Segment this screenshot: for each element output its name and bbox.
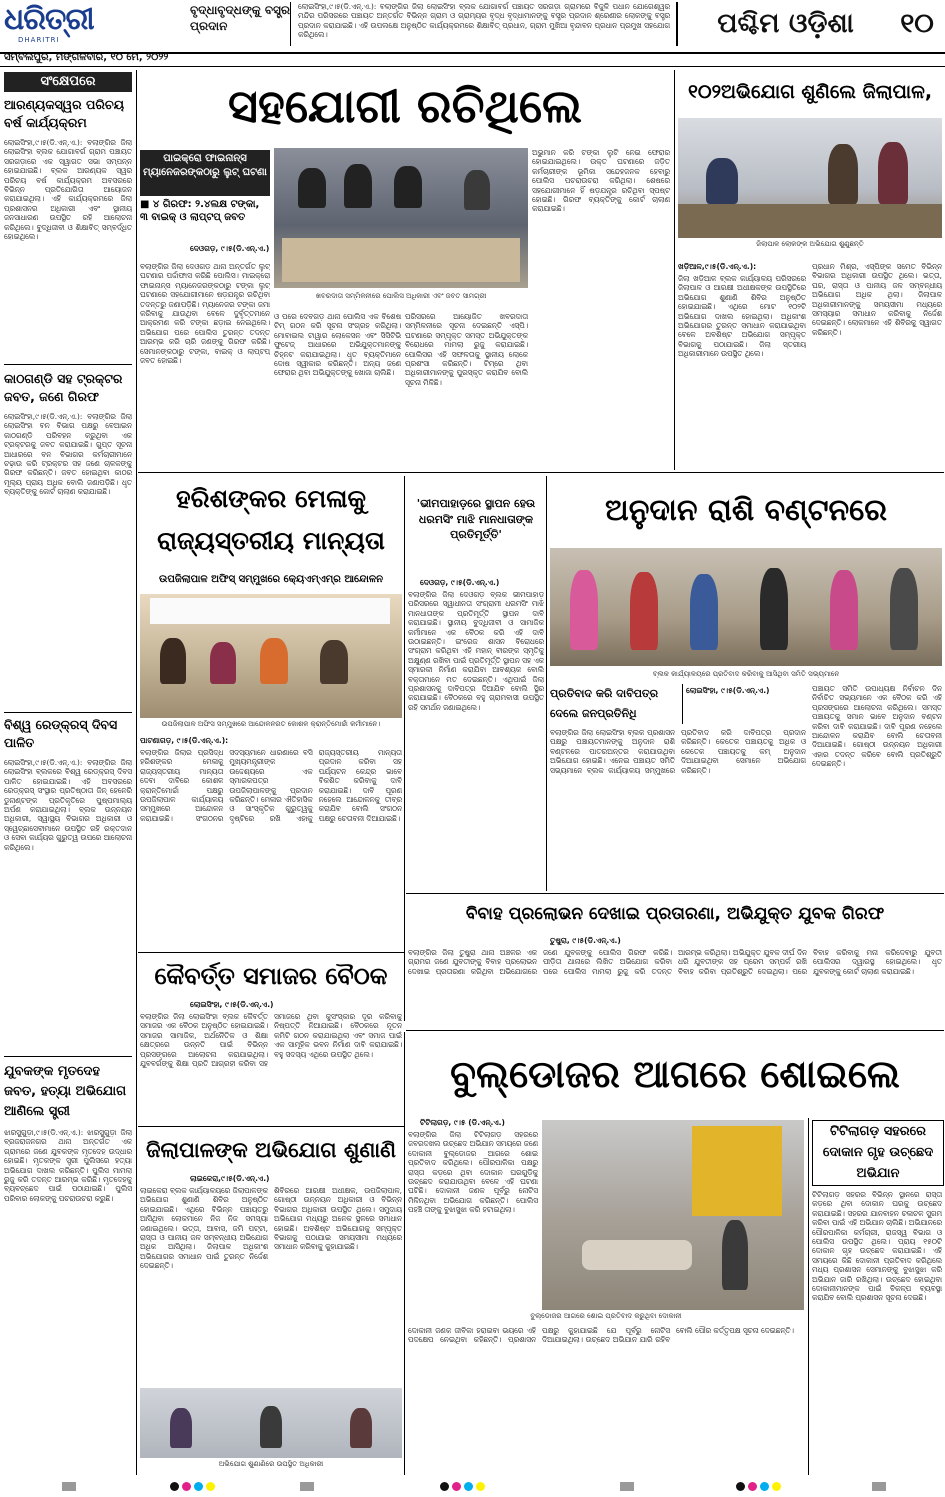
anudan-byline: ଲୋଇସିଂହା, ୯।୫(ଡି.ଏନ୍.ଏ.)	[686, 686, 770, 695]
person-icon	[350, 1408, 372, 1448]
registration-mark	[872, 1482, 886, 1491]
person-icon	[320, 640, 348, 684]
lead-photo-caption: ଖବରଦାତା ସମ୍ମିଳନୀରେ ପୋଲିସ ଅଧିକାରୀ ଏବଂ ଜବତ ସାମଗ୍ରୀ	[315, 292, 487, 300]
lead-body-col1: ବଲାଙ୍ଗିର ଜିଲା ଦେଓଗଡ଼ ଥାନା ଅନ୍ତର୍ଗତ ଲୁଟ୍ ଘଟଣାର ପର୍ଦ୍ଦାଫାସ କରିଛି ପୋଲିସ। ମାଇକ୍ରୋ ଫାଇନାନ୍ସ ମ୍ୟାନେଜରଙ୍କଠାରୁ ଟଙ୍କା ଲୁଟ୍ ଘଟଣାରେ ସହଯୋଗୀମାନେ ଷଡ଼ଯନ୍ତ୍ର ରଚିଥିବା ତଦନ୍ତରୁ ଜଣାପଡ଼ିଛି। ମ୍ୟାନେଜର ଟଙ୍କା ଜମା କରିବାକୁ ଯାଉଥିବା ବେଳେ ଦୁର୍ବୃତ୍ତମାନେ ଆକ୍ରମଣ କରି ଟଙ୍କା ଛଡ଼ାଇ ନେଇଥିଲେ। ଅଭିଯୋଗ ପରେ ପୋଲିସ ତୁରନ୍ତ ତଦନ୍ତ ଆରମ୍ଭ କରି ଚାରି ଜଣଙ୍କୁ ଗିରଫ କରିଛି। ସେମାନଙ୍କଠାରୁ ଟଙ୍କା, ବାଇକ୍ ଓ ଲାପ୍‌ଟପ୍ ଜବତ ହୋଇଛି।	[140, 262, 270, 366]
desk-icon	[678, 204, 942, 238]
person-icon	[760, 568, 788, 650]
brief-divider	[4, 364, 132, 365]
person-icon	[210, 642, 236, 684]
lead-headline: ସହଯୋଗୀ ରଚିଥିଲେ	[228, 79, 582, 133]
jilapal-caption: ଅଭିଯୋଗ ଶୁଣାଣିରେ ଉପସ୍ଥିତ ଅଧିକାରୀ	[218, 1460, 324, 1468]
person-icon	[570, 570, 598, 650]
registration-dot	[464, 1482, 473, 1491]
bulldozer-caption: ବୁଲ୍‌ଡୋଜର ଆଗରେ ଶୋଇ ପ୍ରତିବାଦ କରୁଥିବା ଦୋକାନୀ	[530, 1312, 682, 1320]
person-icon	[260, 638, 288, 684]
lead-body-col3: ପରିସରରେ ଆୟୋଜିତ ଖବରଦାତା ସମ୍ମିଳନୀରେ ସୂଚନା ଦେଇଛନ୍ତି ଏସ୍‌ପି। ଘଟଣାରେ ସମ୍ପୃକ୍ତ ସମସ୍ତ ଅଭିଯୁକ୍ତଙ୍କ ବିରୋଧରେ ମାମଲା ରୁଜୁ କରାଯାଇଛି। ପୋଲିସର ଏହି ସଫଳତାକୁ ସ୍ଥାନୀୟ ଲୋକେ ପ୍ରଶଂସା କରିଛନ୍ତି। ଟିମ୍‌ରେ ଥିବା ଅଧିକାରୀମାନଙ୍କୁ ପୁରସ୍କୃତ କରାଯିବ ବୋଲି ସୂଚନା ମିଳିଛି।	[405, 312, 528, 387]
kaibarta-headline: କୈବର୍ତ୍ତ ସମାଜର ବୈଠକ	[154, 962, 388, 990]
harishankar-caption: ଉପଜିଲାପାଳ ଅଫିସ ସମ୍ମୁଖରେ ଆନ୍ଦୋଳନରତ କୋଶଳ କ୍ରାନ୍ତିମୋର୍ଚ୍ଚା କର୍ମୀମାନେ।	[161, 720, 381, 728]
brief2-title: କାଠଗଣ୍ଡି ସହ ଟ୍ରକ୍ଟର ଜବତ, ଜଣେ ଗିରଫ	[4, 371, 123, 404]
bulldozer-body-col1: ବଲାଙ୍ଗିର ଜିଲା ଟିଟିଲାଗଡ଼ ସହରରେ ଜବରଦଖଲ ଉଚ୍ଛେଦ ଅଭିଯାନ ସମୟରେ ଜଣେ ଦୋକାନୀ ବୁଲ୍‌ଡୋଜର ଆଗରେ ଶୋଇ ପ୍ରତିବାଦ କରିଥିଲେ। ପୌରପାଳିକା ପକ୍ଷରୁ ରାସ୍ତା କଡ଼ରେ ଥିବା ଦୋକାନ ଘରଗୁଡ଼ିକୁ ଉଚ୍ଛେଦ କରାଯାଉଥିବା ବେଳେ ଏହି ଘଟଣା ଘଟିଛି। ଦୋକାନୀ ଜଣକ ପୂର୍ବରୁ ନୋଟିସ ମିଳିନଥିବା ଅଭିଯୋଗ କରିଛନ୍ତି। ପୋଲିସ ପହଞ୍ଚି ତାଙ୍କୁ ବୁଝାସୁଝା କରି ହଟାଇଥିଲା।	[408, 1130, 538, 1215]
registration-dot	[182, 1482, 191, 1491]
brief3-title: ବିଶ୍ୱ ରେଡ୍‌କ୍ରସ୍ ଦିବସ ପାଳିତ	[4, 717, 118, 750]
registration-dot	[194, 1482, 203, 1491]
brief1-title: ଆରଣ୍ୟକସ୍ୱର ପରିଚୟ ବର୍ଷ କାର୍ଯ୍ୟକ୍ରମ	[4, 97, 125, 130]
registration-mark	[62, 1482, 76, 1491]
registration-dot	[760, 1482, 769, 1491]
registration-dot	[772, 1482, 781, 1491]
section-rule	[138, 952, 404, 953]
section-rule	[406, 1030, 944, 1031]
harishankar-byline: ପାଟଣାଗଡ଼, ୯।୫(ଡି.ଏନ୍.ଏ.):	[140, 736, 229, 745]
person-icon	[394, 166, 422, 208]
section-rule	[138, 1126, 404, 1127]
brief1-body: ଲୋଇସିଂହା,୯।୫(ଡି.ଏନ୍.ଏ.): ବଲାଙ୍ଗିର ଜିଲା ଲୋଇସିଂହା ବ୍ଲକ ଯୋଗାବର୍ଗ ଗ୍ରାମ ପଞ୍ଚାୟତ ସରଗଡ଼ାରେ ଏକ ସ୍ୱାଗତ ସଭା ସମ୍ପନ୍ନ ହୋଇଯାଇଛି। ବ୍ଲକ ଆରଣ୍ୟକ ସ୍ୱର ପରିଚୟ ବର୍ଷ କାର୍ଯ୍ୟକ୍ରମ ଅବସରରେ ବିଭିନ୍ନ ପ୍ରତିଯୋଗିତା ଆୟୋଜନ କରାଯାଇଥିଲା। ଏହି କାର୍ଯ୍ୟକ୍ରମରେ ଜିଲା ପ୍ରଶାସନର ଅଧିକାରୀ ଏବଂ ସ୍ଥାନୀୟ ଜନସାଧାରଣ ଉପସ୍ଥିତ ରହି ଆଲୋଚନା କରିଥିଲେ। ବୁଦ୍ଧିଜୀବୀ ଓ ଶିକ୍ଷାବିତ୍ ସମ୍ବର୍ଦ୍ଧିତ ହୋଇଥିଲେ।	[4, 138, 132, 242]
anudan-caption: ବ୍ଲକ କାର୍ଯ୍ୟାଳୟରେ ପ୍ରତିବାଦ କରିବାକୁ ଆସିଥିବା ସମିତି ସଭ୍ୟମାନେ	[652, 670, 840, 678]
person-icon	[878, 142, 908, 204]
teaser-body: ଲୋଇସିଂହା,୯।୫(ଡି.ଏନ୍.ଏ.): ବଲାଙ୍ଗିର ଜିଲା ଲୋଇସିଂହା ବ୍ଲକ ଯୋଗାବର୍ଗ ପଞ୍ଚାୟତ ସରଗଡ଼ା ଗ୍ରାମରେ ବିଜୁଳି ପଧାନ ଯୋଗେଶ୍ୱର ମନ୍ଦିର ପରିସରରେ ପଞ୍ଚାୟତ ଅନ୍ତର୍ଗତ ବିଭିନ୍ନ ଗ୍ରାମ ଓ ଗ୍ରାମ୍ୟର ବୃଦ୍ଧ ବୃଦ୍ଧାମାନଙ୍କୁ ବସ୍ତ୍ର ପ୍ରଦାନ ଶ୍ରେଣୀର ଲୋକଙ୍କୁ ବସ୍ତ୍ର ପ୍ରଦାନ କରାଯାଇଛି। ଏହି ଉପଲକ୍ଷେ ଅନୁଷ୍ଠିତ କାର୍ଯ୍ୟକ୍ରମରେ ଶିକ୍ଷାବିତ୍ ପ୍ରଧାନ, ଗ୍ରାମ ମୁଖିଆ ବୃନ୍ଦାବନ ପ୍ରଧାନ ପ୍ରମୁଖ ସହଯୋଗ କରିଥିଲେ।	[298, 2, 670, 40]
brief-divider	[4, 1056, 132, 1057]
brief4-body: ଝାରସୁଗୁଡ଼ା,୯।୫(ଡି.ଏନ୍.ଏ.): ଝାରସୁଗୁଡ଼ା ଜିଲା ବ୍ରଜରାଜନଗର ଥାନା ଅନ୍ତର୍ଗତ ଏକ ଗ୍ରାମରେ ଜଣେ ଯୁବକଙ୍କ ମୃତଦେହ ଉଦ୍ଧାର ହୋଇଛି। ମୃତକଙ୍କ ସ୍ତ୍ରୀ ପୁଲିସରେ ହତ୍ୟା ଅଭିଯୋଗ ଦାଖଲ କରିଛନ୍ତି। ପୁଲିସ ମାମଲା ରୁଜୁ କରି ତଦନ୍ତ ଆରମ୍ଭ କରିଛି। ମୃତଦେହକୁ ବ୍ୟବଚ୍ଛେଦ ପାଇଁ ପଠାଯାଇଛି। ପୁଲିସ ପରିବାର ଲୋକଙ୍କୁ ପଚରାଉଚରା କରୁଛି।	[4, 1128, 132, 1203]
anudan-body-col2: ପଞ୍ଚାୟତ ସମିତି ଉପାଧ୍ୟକ୍ଷ ନିର୍ବାଚନ ଦିନ ନିର୍ବାଚିତ ସଭ୍ୟମାନେ ଏକ ବୈଠକ କରି ଏହି ପ୍ରସଙ୍ଗରେ ଆଲୋଚନା କରିଥିଲେ। ସମସ୍ତ ପଞ୍ଚାୟତକୁ ସମାନ ଭାବେ ଅନୁଦାନ ବଣ୍ଟନ କରିବା ଦାବି କରାଯାଇଛି। ଦାବି ପୂରଣ ନହେଲେ ଆନ୍ଦୋଳନ କରାଯିବ ବୋଲି ଚେତାବନୀ ଦିଆଯାଇଛି। ଗୋଷ୍ଠୀ ଉନ୍ନୟନ ଅଧିକାରୀ ଏହାର ତଦନ୍ତ କରିବେ ବୋଲି ପ୍ରତିଶ୍ରୁତି ଦେଇଛନ୍ତି।	[812, 684, 942, 769]
column-rule	[404, 476, 405, 1021]
banner-icon	[150, 598, 390, 624]
bulldozer-byline: ଟିଟିଲାଗଡ଼, ୯।୫ (ଡି.ଏନ୍.ଏ.)	[420, 1118, 505, 1127]
lead-byline: ଦେଓଗଡ଼, ୯।୫(ଡି.ଏନ୍.ଏ.)	[190, 244, 270, 253]
column-rule	[404, 1032, 405, 1475]
teaser-title: ବୃଦ୍ଧାବୃଦ୍ଧଙ୍କୁ ବସ୍ତ୍ର ପ୍ରଦାନ	[190, 2, 291, 46]
lead-body-col2: ଓ ପରେ ଦେବଗଡ଼ ଥାନା ପୋଲିସ ଏକ ବିଶେଷ ଟିମ୍ ଗଠନ କରି ସୂଚନା ସଂଗ୍ରହ କରିଥିଲା। ମୋବାଇଲ ଟାୱାର ଲୋକେସନ ଏବଂ ସିସିଟିଭି ଫୁଟେଜ୍ ଆଧାରରେ ଅଭିଯୁକ୍ତମାନଙ୍କୁ ଚିହ୍ନଟ କରାଯାଇଥିଲା। ଧୃତ ବ୍ୟକ୍ତିମାନେ ଦୋଷ ସ୍ୱୀକାର କରିଛନ୍ତି। ଅନ୍ୟ ଜଣେ ଫେରାର ଥିବା ଅଭିଯୁକ୍ତଙ୍କୁ ଖୋଜା ଚାଲିଛି।	[274, 312, 401, 378]
jilapal-headline: ଜିଲାପାଳଙ୍କ ଅଭିଯୋଗ ଶୁଣାଣି	[145, 1138, 396, 1162]
jilapal-body-col1: ଲାଇକେରା ବ୍ଲକ କାର୍ଯ୍ୟାଳୟରେ ଜିଲାପାଳଙ୍କ ଅଭିଯୋଗ ଶୁଣାଣି ଶିବିର ଅନୁଷ୍ଠିତ ହୋଇଯାଇଛି। ଏଥିରେ ବିଭିନ୍ନ ପଞ୍ଚାୟତରୁ ଆସିଥିବା ଲୋକମାନେ ନିଜ ନିଜ ସମସ୍ୟା ଜଣାଇଥିଲେ। ଭତ୍ତା, ଆବାସ, ଜମି ପଟ୍ଟା, ରାସ୍ତା ଓ ପାନୀୟ ଜଳ ସମ୍ବନ୍ଧୀୟ ଅଭିଯୋଗ ଅଧିକ ଆସିଥିଲା। ଜିଲାପାଳ ଅଧିକାଂଶ ଅଭିଯୋଗର ସମାଧାନ ପାଇଁ ତୁରନ୍ତ ନିର୍ଦ୍ଦେଶ ଦେଇଛନ୍ତି।	[140, 1186, 268, 1271]
registration-dot	[170, 1482, 179, 1491]
brief4-title: ଯୁବକଙ୍କ ମୃତଦେହ ଜବତ, ହତ୍ୟା ଅଭିଯୋଗ ଆଣିଲେ ସ୍ତ୍ରୀ	[4, 1064, 127, 1119]
section-title: ପଶ୍ଚିମ ଓଡ଼ିଶା	[676, 2, 893, 46]
top-right-byline: ଖଡ଼ିଆଳ,୯।୫(ଡି.ଏନ୍.ଏ.):	[678, 262, 757, 271]
brief2-body: ଲୋଇସିଂହା,୯।୫(ଡି.ଏନ୍.ଏ.): ବଲାଙ୍ଗିର ଜିଲା ଲୋଇସିଂହା ବନ ବିଭାଗ ପକ୍ଷରୁ ବେଆଇନ କାଠଗଣ୍ଡି ପରିବହନ କରୁଥିବା ଏକ ଟ୍ରକ୍ଟରକୁ ଜବତ କରାଯାଇଛି। ଗୁପ୍ତ ସୂଚନା ଆଧାରରେ ବନ ବିଭାଗର କର୍ମଚାରୀମାନେ ଚଢ଼ାଉ କରି ଟ୍ରକ୍ଟର ସହ ଜଣେ ଚାଳକଙ୍କୁ ଗିରଫ କରିଛନ୍ତି। ଜବତ ହୋଇଥିବା କାଠର ମୂଲ୍ୟ ପ୍ରାୟ ଅଧିକ ବୋଲି ଜଣାପଡ଼ିଛି। ଧୃତ ବ୍ୟକ୍ତିଙ୍କୁ କୋର୍ଟ ଚାଲାଣ କରାଯାଇଛି।	[4, 412, 132, 497]
lead-kicker: ପାଇକ୍ରୋ ଫାଇନାନ୍ସ ମ୍ୟାନେଜରଙ୍କଠାରୁ ଲୁଟ୍ ଘଟଣା	[140, 150, 270, 196]
top-right-headline: ୧୦୨ଅଭିଯୋଗ ଶୁଣିଲେ ଜିଲାପାଳ,	[687, 81, 933, 103]
masthead-rule	[0, 66, 945, 67]
person-icon	[170, 1408, 192, 1448]
bhimpahad-byline: ଦେଓଗଡ଼, ୯।୫(ଡି.ଏନ୍.ଏ.)	[420, 578, 500, 587]
person-icon	[464, 170, 490, 210]
anudan-headline: ଅନୁଦାନ ରାଶି ବଣ୍ଟନରେ	[605, 493, 887, 528]
person-icon	[260, 1406, 282, 1448]
bhimpahad-headline: 'ଭୀମପାହାଡ଼ରେ ସ୍ଥାପନ ହେଉ ଧରମସିଂ ମାଝି ମାନଧାତାଙ୍କ ପ୍ରତିମୂର୍ତ୍ତି'	[416, 497, 536, 541]
bulldozer-side-title: ଟିଟିଲାଗଡ଼ ସହରରେ ଦୋକାନ ଗୃହ ଉଚ୍ଛେଦ ଅଭିଯାନ	[812, 1120, 944, 1186]
registration-dot	[476, 1482, 485, 1491]
person-icon	[630, 572, 658, 650]
bibaha-body: ବଲାଙ୍ଗିର ଜିଲା ତୁଷୁରା ଥାନା ଅଞ୍ଚଳର ଏକ ଗ୍ରାମର ଜଣେ ଯୁବତୀଙ୍କୁ ବିବାହ ପ୍ରଲୋଭନ ଦେଖାଇ ପ୍ରତାରଣା କରିଥିବା ଅଭିଯୋଗରେ ଜଣେ ଯୁବକଙ୍କୁ ପୋଲିସ ଗିରଫ କରିଛି। ପୀଡ଼ିତା ଥାନାରେ ଲିଖିତ ଅଭିଯୋଗ କରିବା ପରେ ପୋଲିସ ମାମଲା ରୁଜୁ କରି ତଦନ୍ତ ଆରମ୍ଭ କରିଥିଲା। ଅଭିଯୁକ୍ତ ଯୁବକ ଦୀର୍ଘ ଦିନ ଧରି ଯୁବତୀଙ୍କ ସହ ପ୍ରେମ ସମ୍ପର୍କ ରଖି ବିବାହ କରିବା ପ୍ରତିଶ୍ରୁତି ଦେଇଥିଲା। ପରେ ବିବାହ କରିବାକୁ ମନା କରିଦେବାରୁ ଯୁବତୀ ପୋଲିସର ଦ୍ୱାରସ୍ଥ ହୋଇଥିଲେ। ଧୃତ ଯୁବକଙ୍କୁ କୋର୍ଟ ଚାଲାଣ କରାଯାଇଛି।	[408, 948, 942, 976]
registration-mark	[620, 1482, 634, 1491]
registration-dot	[452, 1482, 461, 1491]
brief3-body: ଲୋଇସିଂହା,୯।୫(ଡି.ଏନ୍.ଏ.): ବଲାଙ୍ଗିର ଜିଲା ଲୋଇସିଂହା ବ୍ଲକରେ ବିଶ୍ୱ ରେଡ୍‌କ୍ରସ୍ ଦିବସ ପାଳିତ ହୋଇଯାଇଛି। ଏହି ଅବସରରେ ରେଡ୍‌କ୍ରସ୍ ସଂସ୍ଥାର ପ୍ରତିଷ୍ଠାତା ଜିନ୍ ହେନେରି ଡୁନାଣ୍ଟଙ୍କ ପ୍ରତିକୃତିରେ ପୁଷ୍ପମାଲ୍ୟ ଅର୍ପଣ କରାଯାଇଥିଲା। ବ୍ଲକ ଉନ୍ନୟନ ଅଧିକାରୀ, ସ୍ୱାସ୍ଥ୍ୟ ବିଭାଗର ଅଧିକାରୀ ଓ ସ୍ୱେଚ୍ଛାସେବୀମାନେ ଉପସ୍ଥିତ ରହି ରକ୍ତଦାନ ଓ ସେବା କାର୍ଯ୍ୟର ଗୁରୁତ୍ୱ ଉପରେ ଆଲୋଚନା କରିଥିଲେ।	[4, 758, 132, 852]
anudan-body-col1: ବଲାଙ୍ଗିର ଜିଲା ଲୋଇସିଂହା ବ୍ଲକ ପ୍ରଶାସନ ପକ୍ଷରୁ ପଞ୍ଚାୟତମାନଙ୍କୁ ଅନୁଦାନ ରାଶି ବଣ୍ଟନରେ ପାତରଅନ୍ତର କରାଯାଉଥିବା ଅଭିଯୋଗ ହୋଇଛି। ଏନେଇ ପଞ୍ଚାୟତ ସମିତି ସଭ୍ୟମାନେ ବ୍ଲକ କାର୍ଯ୍ୟାଳୟ ସମ୍ମୁଖରେ ପ୍ରତିବାଦ କରି ଦାବିପତ୍ର ପ୍ରଦାନ କରିଛନ୍ତି। କେତେକ ପଞ୍ଚାୟତକୁ ଅଧିକ ଓ କେତେକ ପଞ୍ଚାୟତକୁ କମ୍ ଅନୁଦାନ ଦିଆଯାଇଥିବା ସେମାନେ ଅଭିଯୋଗ କରିଛନ୍ତି।	[550, 728, 806, 775]
column-rule	[808, 1118, 809, 1475]
dateline: ସମ୍ବଲପୁର, ମଙ୍ଗଳବାର, ୧୦ ମେ, ୨୦୨୨	[4, 52, 169, 63]
section-rule	[406, 893, 944, 894]
top-right-caption: ଜିଲାପାଳ ଲୋକଙ୍କ ଅଭିଯୋଗ ଶୁଣୁଛନ୍ତି	[756, 240, 864, 248]
top-right-body-col2: ପ୍ରଧାନ ମିଶ୍ର, ଏସ୍‌ପିଙ୍କ ସମେତ ବିଭିନ୍ନ ବିଭାଗର ଅଧିକାରୀ ଉପସ୍ଥିତ ଥିଲେ। ଭତ୍ତା, ଘର, ରାସ୍ତା ଓ ପାନୀୟ ଜଳ ସମ୍ବନ୍ଧୀୟ ଅଭିଯୋଗ ଅଧିକ ଥିଲା। ଜିଲାପାଳ ଅଧିକାରୀମାନଙ୍କୁ ସମୟସୀମା ମଧ୍ୟରେ ସମସ୍ୟାର ସମାଧାନ କରିବାକୁ ନିର୍ଦ୍ଦେଶ ଦେଇଛନ୍ତି। ଲୋକମାନେ ଏହି ଶିବିରକୁ ସ୍ୱାଗତ କରିଛନ୍ତି।	[812, 262, 942, 337]
lead-bullet: ■ ୪ ଗିରଫ: ୨.୪ଲକ୍ଷ ଟଙ୍କା, ୩ ବାଇକ୍ ଓ ଲାପ୍‌ଟପ୍ ଜବତ	[140, 199, 260, 223]
person-icon	[722, 1220, 748, 1290]
jilapal-byline: ଲାଇକେରା,୯।୫(ଡି.ଏନ୍.ଏ.)	[190, 1174, 270, 1183]
column-rule	[546, 476, 547, 891]
section-rule	[138, 472, 944, 473]
registration-dot	[206, 1482, 215, 1491]
person-icon	[690, 574, 718, 650]
bulldozer-side-body: ଟିଟିଲାଗଡ଼ ସହରର ବିଭିନ୍ନ ସ୍ଥାନରେ ରାସ୍ତା କଡ଼ରେ ଥିବା ଦୋକାନ ଘରକୁ ଉଚ୍ଛେଦ କରାଯାଇଛି। ସହରର ଯାନବାହନ ଚଳାଚଳ ସୁଗମ କରିବା ପାଇଁ ଏହି ଅଭିଯାନ ଚାଲିଛି। ଅଭିଯାନରେ ପୌରପାଳିକା କର୍ମଚାରୀ, ରାଜସ୍ୱ ବିଭାଗ ଓ ପୋଲିସ ଉପସ୍ଥିତ ଥିଲେ। ପ୍ରାୟ ୧୫୦ଟି ଦୋକାନ ଗୃହ ଉଚ୍ଛେଦ କରାଯାଇଛି। ଏହି ସମୟରେ କିଛି ଦୋକାନୀ ପ୍ରତିବାଦ କରିଥିଲେ ମଧ୍ୟ ପ୍ରଶାସନ ସେମାନଙ୍କୁ ବୁଝାସୁଝା କରି ଅଭିଯାନ ଜାରି ରଖିଥିଲା। ଉଚ୍ଛେଦ ହୋଇଥିବା ଦୋକାନୀମାନଙ୍କ ପାଇଁ ବିକଳ୍ପ ବ୍ୟବସ୍ଥା କରାଯିବ ବୋଲି ପ୍ରଶାସନ ସୂଚନା ଦେଇଛି।	[812, 1190, 942, 1303]
harishankar-body: ବଲାଙ୍ଗିର ଜିଲାର ପ୍ରସିଦ୍ଧ ହରିଶଙ୍କର ମେଳାକୁ ରାଜ୍ୟସ୍ତରୀୟ ମାନ୍ୟତା ଦେବା ଦାବିରେ କୋଶଳ କ୍ରାନ୍ତିମୋର୍ଚ୍ଚା ପକ୍ଷରୁ ଉପଜିଲାପାଳ କାର୍ଯ୍ୟାଳୟ ସମ୍ମୁଖରେ ଆନ୍ଦୋଳନ କରାଯାଇଛି। ସଂଗଠନର ସଦସ୍ୟମାନେ ଧାରଣାରେ ବସି ମୁଖ୍ୟମନ୍ତ୍ରୀଙ୍କ ଉଦ୍ଦେଶ୍ୟରେ ଏକ ସ୍ମାରକପତ୍ର ଉପଜିଲାପାଳଙ୍କୁ ପ୍ରଦାନ କରିଛନ୍ତି। ମେଳାର ଐତିହାସିକ ଓ ସାଂସ୍କୃତିକ ଗୁରୁତ୍ୱକୁ ଦୃଷ୍ଟିରେ ରଖି ଏହାକୁ ରାଜ୍ୟସ୍ତରୀୟ ମାନ୍ୟତା ପ୍ରଦାନ କରିବା ସହ ପର୍ଯ୍ୟଟନ କେନ୍ଦ୍ର ଭାବେ ବିକଶିତ କରିବାକୁ ଦାବି କରାଯାଇଛି। ଦାବି ପୂରଣ ନହେଲେ ଆନ୍ଦୋଳନକୁ ତୀବ୍ର କରାଯିବ ବୋଲି ସଂଗଠନ ପକ୍ଷରୁ ଚେତାବନୀ ଦିଆଯାଇଛି।	[140, 748, 402, 823]
newspaper-logo-subtitle: DHARITRI	[18, 36, 60, 44]
jilapal-photo	[140, 1388, 402, 1458]
registration-mark	[300, 1482, 314, 1491]
person-icon	[582, 1240, 692, 1270]
column-rule	[674, 70, 675, 470]
bibaha-byline: ତୁଷୁରା, ୯।୫(ଡି.ଏନ୍.ଏ.)	[550, 936, 621, 945]
anudan-photo	[550, 548, 942, 666]
bulldozer-headline: ବୁଲ୍‌ଡୋଜର ଆଗରେ ଶୋଇଲେ	[450, 1052, 900, 1096]
person-icon	[298, 168, 326, 208]
brief-divider	[4, 712, 132, 713]
registration-dot	[748, 1482, 757, 1491]
harishankar-photo	[140, 594, 402, 718]
kaibarta-body: ବଲାଙ୍ଗିର ଜିଲା ଲୋଇସିଂହା ବ୍ଲକ କୈବର୍ତ୍ତ ସମାଜର ଏକ ବୈଠକ ଅନୁଷ୍ଠିତ ହୋଇଯାଇଛି। ସମାଜର ସାମାଜିକ, ଅର୍ଥନୈତିକ ଓ ଶିକ୍ଷା କ୍ଷେତ୍ରରେ ଉନ୍ନତି ପାଇଁ ବିଭିନ୍ନ ପ୍ରସଙ୍ଗରେ ଆଲୋଚନା କରାଯାଇଥିଲା। ଯୁବବର୍ଗଙ୍କୁ ଶିକ୍ଷା ପ୍ରତି ଆଗ୍ରହୀ କରିବା ସହ ସମାଜରେ ଥିବା କୁସଂସ୍କାର ଦୂର କରିବାକୁ ନିଷ୍ପତ୍ତି ନିଆଯାଇଛି। ବୈଠକରେ ନୂତନ କମିଟି ଗଠନ କରାଯାଇଥିଲା ଏବଂ ସମାଜ ପାଇଁ ଏକ ସାମୂହିକ ଭବନ ନିର୍ମାଣ ଦାବି କରାଯାଇଛି। ବହୁ ସଦସ୍ୟ ଏଥିରେ ଉପସ୍ଥିତ ଥିଲେ।	[140, 1012, 402, 1069]
registration-dot	[440, 1482, 449, 1491]
bulldozer-photo	[542, 1120, 804, 1310]
registration-dot	[736, 1482, 745, 1491]
briefs-heading: ସଂକ୍ଷେପରେ	[4, 72, 132, 92]
bhimpahad-body: ବଲାଙ୍ଗିର ଜିଲା ଦେଓଗଡ଼ ବ୍ଲକ ଭୀମପାହାଡ଼ ପରିସରରେ ସ୍ୱାଧୀନତା ସଂଗ୍ରାମୀ ଧରମସିଂ ମାଝି ମାନଧାତାଙ୍କ ପ୍ରତିମୂର୍ତ୍ତି ସ୍ଥାପନ ଦାବି କରାଯାଇଛି। ସ୍ଥାନୀୟ ବୁଦ୍ଧିଜୀବୀ ଓ ସାମାଜିକ କର୍ମୀମାନେ ଏକ ବୈଠକ କରି ଏହି ଦାବି ଉଠାଇଛନ୍ତି। ଇଂରେଜ ଶାସନ ବିରୋଧରେ ସଂଗ୍ରାମ କରିଥିବା ଏହି ମହାନ୍ ବୀରଙ୍କ ସ୍ମୃତିକୁ ଅକ୍ଷୁଣ୍ଣ ରଖିବା ପାଇଁ ପ୍ରତିମୂର୍ତ୍ତି ସ୍ଥାପନ ସହ ଏକ ସ୍ମାରକୀ ନିର୍ମାଣ କରାଯିବା ଆବଶ୍ୟକ ବୋଲି ବକ୍ତାମାନେ ମତ ଦେଇଛନ୍ତି। ଏଥିପାଇଁ ଜିଲା ପ୍ରଶାସନକୁ ଦାବିପତ୍ର ଦିଆଯିବ ବୋଲି ସ୍ଥିର କରାଯାଇଛି। ବୈଠକରେ ବହୁ ଗ୍ରାମବାସୀ ଉପସ୍ଥିତ ରହି ସମର୍ଥନ ଜଣାଇଥିଲେ।	[408, 590, 544, 712]
lead-body-col4: ଅଭୁମାନ କରି ଟଙ୍କା ଲୁଟି ନେଇ ଫେରାର ହୋଇଯାଇଥିଲେ। ଉକ୍ତ ଘଟଣାରେ ଜଡ଼ିତ କର୍ମଚାରୀଙ୍କ ଭୂମିକା ସନ୍ଦେହଜନକ ହେବାରୁ ପୋଲିସ ପଚରାଉଚରା କରିଥିଲା। ଶେଷରେ ସହଯୋଗୀମାନେ ହିଁ ଷଡ଼ଯନ୍ତ୍ର ରଚିଥିବା ସ୍ପଷ୍ଟ ହୋଇଛି। ଗିରଫ ବ୍ୟକ୍ତିଙ୍କୁ କୋର୍ଟ ଚାଲାଣ କରାଯାଇଛି।	[532, 148, 670, 214]
harishankar-kicker: ଉପଜିଲାପାଳ ଅଫିସ୍ ସମ୍ମୁଖରେ କ୍ୟେଏମ୍‌ଏମ୍‌ର ଆନ୍ଦୋଳନ	[159, 574, 383, 585]
person-icon	[830, 570, 858, 650]
page-number: ୧୦	[900, 8, 934, 39]
jilapal-body-col2: ଶିବିରରେ ଆରକ୍ଷୀ ଅଧୀକ୍ଷକ, ଉପଜିଲାପାଳ, ଗୋଷ୍ଠୀ ଉନ୍ନୟନ ଅଧିକାରୀ ଓ ବିଭିନ୍ନ ବିଭାଗର ଅଧିକାରୀ ଉପସ୍ଥିତ ଥିଲେ। ସମୁଦାୟ ଅଭିଯୋଗ ମଧ୍ୟରୁ ଅନେକ ସ୍ଥଳରେ ସମାଧାନ ହୋଇଛି। ଅବଶିଷ୍ଟ ଅଭିଯୋଗକୁ ସମ୍ପୃକ୍ତ ବିଭାଗକୁ ପଠାଯାଇ ସମୟସୀମା ମଧ୍ୟରେ ସମାଧାନ କରିବାକୁ କୁହାଯାଇଛି।	[274, 1186, 402, 1252]
bulldozer-body-col2: ଦୋକାନୀ ଜଣକ ଜୀବିକା ହରାଇବା ଭୟରେ ଏହି ପଦକ୍ଷେପ ନେଇଥିବା କହିଛନ୍ତି। ପ୍ରଶାସନ ପକ୍ଷରୁ କୁହାଯାଇଛି ଯେ ପୂର୍ବରୁ ନୋଟିସ ଦିଆଯାଇଥିଲା। ଉଚ୍ଛେଦ ଅଭିଯାନ ଯାରି ରହିବ ବୋଲି ପୌର କର୍ତ୍ତୃପକ୍ଷ ସୂଚନା ଦେଇଛନ୍ତି।	[408, 1326, 794, 1345]
anudan-kicker: ପ୍ରତିବାଦ କରି ଦାବିପତ୍ର ଦେଲେ ଜନପ୍ରତିନିଧି	[550, 684, 683, 724]
lead-photo	[274, 148, 528, 288]
newspaper-logo: ଧରିତ୍ରୀ	[4, 2, 94, 37]
kaibarta-byline: ଲୋଇସିଂହା, ୯।୫(ଡି.ଏନ୍.ଏ.)	[190, 1000, 274, 1009]
column-rule	[136, 70, 137, 1475]
bibaha-headline: ବିବାହ ପ୍ରଲୋଭନ ଦେଖାଇ ପ୍ରତାରଣା, ଅଭିଯୁକ୍ତ ଯୁବକ ଗିରଫ	[465, 904, 885, 924]
person-icon	[828, 144, 858, 204]
person-icon	[160, 638, 186, 684]
table-icon	[282, 238, 520, 282]
harishankar-headline: ହରିଶଙ୍କର ମେଳାକୁ ରାଜ୍ୟସ୍ତରୀୟ ମାନ୍ୟତା	[157, 484, 385, 555]
top-right-photo	[678, 118, 942, 238]
bulldozer-icon	[692, 1126, 782, 1216]
person-icon	[344, 164, 372, 208]
top-right-body-col1: ଜିଲା ଖଡ଼ିଆଳ ବ୍ଲକ କାର୍ଯ୍ୟାଳୟ ପରିସରରେ ଜିଲାପାଳ ଓ ଆରକ୍ଷୀ ଅଧୀକ୍ଷକଙ୍କ ଉପସ୍ଥିତିରେ ଅଭିଯୋଗ ଶୁଣାଣି ଶିବିର ଅନୁଷ୍ଠିତ ହୋଇଯାଇଛି। ଏଥିରେ ମୋଟ ୧୦୨ଟି ଅଭିଯୋଗ ଦାଖଲ ହୋଇଥିଲା। ଅଧିକାଂଶ ଅଭିଯୋଗର ତୁରନ୍ତ ସମାଧାନ କରାଯାଇଥିବା ବେଳେ ଅବଶିଷ୍ଟ ଅଭିଯୋଗ ସମ୍ପୃକ୍ତ ବିଭାଗକୁ ପଠାଯାଇଛି। ଜିଲା ସ୍ତରୀୟ ଅଧିକାରୀମାନେ ଉପସ୍ଥିତ ଥିଲେ।	[678, 274, 806, 359]
person-icon	[706, 158, 738, 204]
person-icon	[890, 568, 918, 650]
